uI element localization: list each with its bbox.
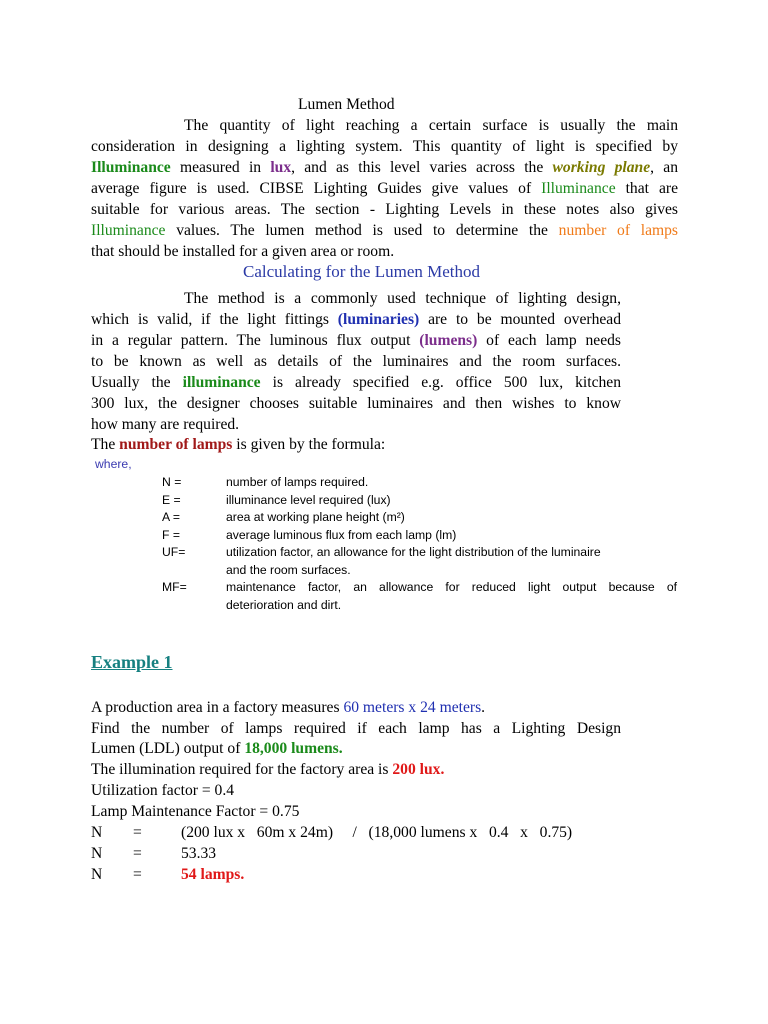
def-description: number of lamps required.: [226, 475, 369, 489]
intro-line-1: The quantity of light reaching a certain surface is usually the main: [184, 117, 678, 134]
term-lumens: (lumens): [419, 332, 478, 349]
calc-symbol: N: [91, 866, 103, 883]
term-illuminance: Illuminance: [541, 180, 616, 197]
def-description: maintenance factor, an allowance for reduced light output because of: [226, 580, 677, 594]
text: A production area in a factory measures: [91, 699, 344, 716]
text: is given by the formula:: [232, 436, 386, 453]
def-description-cont: and the room surfaces.: [226, 562, 351, 577]
text: Lumen (LDL) output of: [91, 740, 245, 757]
section-heading: Calculating for the Lumen Method: [243, 262, 480, 281]
intro-line-2: consideration in designing a lighting system. This quantity of light is specified by: [91, 138, 678, 155]
term-number-of-lamps: number of lamps: [119, 436, 233, 453]
text: values. The lumen method is used to determine the: [165, 222, 559, 239]
term-illuminance: Illuminance: [91, 222, 166, 239]
example-line-1: [91, 697, 485, 718]
method-line-7: how many are required.: [91, 416, 240, 433]
text: average figure is used. CIBSE Lighting Guides give values of: [91, 180, 542, 197]
intro-line-6: [91, 220, 678, 241]
dimensions-value: 60 meters x 24 meters: [343, 699, 482, 716]
calc-equals: =: [133, 845, 142, 862]
method-line-4: to be known as well as details of the luminaires and the room surfaces.: [91, 353, 621, 370]
calc-symbol: N: [91, 824, 103, 841]
intro-line-4: [91, 178, 678, 199]
calc-equals: =: [133, 866, 142, 883]
term-working-plane: working plane: [552, 159, 651, 176]
example-line-4: [91, 759, 444, 780]
text: are to be mounted overhead: [419, 311, 622, 328]
example-line-2: Find the number of lamps required if each lamp has a Lighting Design: [91, 720, 621, 737]
calc-result: 53.33: [181, 845, 217, 862]
method-line-3: [91, 330, 621, 351]
where-label: where,: [95, 457, 132, 471]
term-lux: lux: [270, 159, 292, 176]
calc-symbol: N: [91, 845, 103, 862]
def-symbol: MF=: [162, 580, 187, 594]
calc-equals: =: [133, 824, 142, 841]
term-luminaries: (luminaries): [337, 311, 420, 328]
example-line-3: [91, 738, 343, 759]
def-description: utilization factor, an allowance for the light distribution of the luminaire: [226, 545, 601, 559]
text: .: [481, 699, 486, 716]
example-heading: Example 1: [91, 652, 173, 672]
text: The illumination required for the factory area is: [91, 761, 393, 778]
intro-line-7: that should be installed for a given area or room.: [91, 243, 395, 260]
def-symbol: UF=: [162, 545, 186, 559]
text: Usually the: [91, 374, 183, 391]
def-symbol: F =: [162, 527, 180, 542]
def-symbol: N =: [162, 475, 182, 489]
intro-line-5: suitable for various areas. The section - Lighting Levels in these notes also gives: [91, 201, 678, 218]
text: is already specified e.g. office 500 lux, kitchen: [260, 374, 622, 391]
term-illuminance: Illuminance: [91, 159, 171, 176]
text: The: [91, 436, 120, 453]
calc-expression: (200 lux x 60m x 24m) / (18,000 lumens x 0.4 x 0.75): [181, 824, 573, 841]
lumens-value: 18,000 lumens.: [244, 740, 343, 757]
method-line-1: The method is a commonly used technique of lighting design,: [184, 290, 621, 307]
text: , and as this level varies across the: [291, 159, 553, 176]
method-line-2: [91, 309, 621, 330]
def-description: area at working plane height (m²): [226, 510, 405, 524]
text: measured in: [170, 159, 271, 176]
intro-line-3: [91, 157, 678, 178]
def-description: average luminous flux from each lamp (lm): [226, 527, 457, 542]
lux-value: 200 lux.: [392, 761, 445, 778]
page-title: Lumen Method: [298, 96, 395, 113]
def-symbol: E =: [162, 492, 181, 507]
method-line-5: [91, 372, 621, 393]
text: in a regular pattern. The luminous flux output: [91, 332, 420, 349]
def-description-cont: deterioration and dirt.: [226, 597, 342, 612]
example-line-5: Utilization factor = 0.4: [91, 782, 235, 799]
text: , an: [650, 159, 678, 176]
term-illuminance: illuminance: [182, 374, 261, 391]
example-line-6: Lamp Maintenance Factor = 0.75: [91, 803, 300, 820]
def-symbol: A =: [162, 510, 180, 524]
term-number-of-lamps: number of lamps: [558, 222, 678, 239]
text: which is valid, if the light fittings: [91, 311, 338, 328]
def-description: illuminance level required (lux): [226, 492, 391, 507]
calc-final-answer: 54 lamps.: [181, 866, 245, 883]
formula-intro: [91, 434, 385, 455]
method-line-6: 300 lux, the designer chooses suitable luminaires and then wishes to know: [91, 395, 621, 412]
text: that are: [615, 180, 679, 197]
text: of each lamp needs: [477, 332, 621, 349]
